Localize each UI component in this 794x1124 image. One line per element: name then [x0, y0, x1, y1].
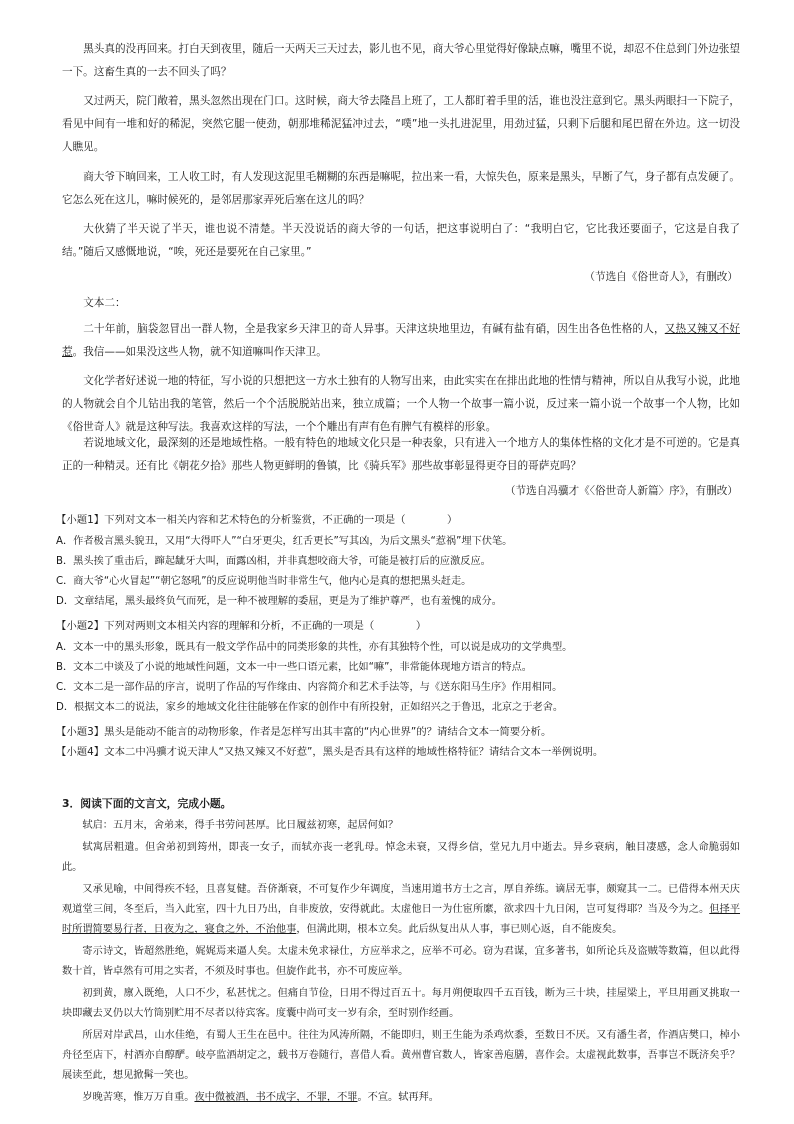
classical-p7-rest: 。不宣。轼再拜。: [357, 1092, 439, 1103]
text1-paragraph-4: 大伙猜了半天说了半天，谁也说不清楚。半天没说话的商大爷的一句话，把这事说明白了：“我明白它，它比我还要面子，它这是自我了结。”随后又感慨地说，“唉，死还是要死在自己家里。”: [62, 223, 740, 258]
question-2-option-b: B．文本二中谈及了小说的地域性问题，文本一中一些口语元素，比如“嘛”，非常能体现地方语言的特点。: [56, 662, 532, 673]
text1-source: （节选自《俗世奇人》，有删改）: [584, 271, 738, 283]
question-1-stem: 【小题1】下列对文本一相关内容和艺术特色的分析鉴赏，不正确的一项是（ ）: [56, 514, 458, 526]
text1-paragraph-2: 又过两天，院门敞着，黑头忽然出现在门口。这时候，商大爷去隆昌上班了，工人都盯着手里的活，谁也没注意到它。黑头两眼扫一下院子，看见中间有一堆和好的稀泥，突然它腿一使劲，朝那堆稀泥猛冲过去，“噗”地一头扎进泥里，用劲过猛，只剩下后腿和尾巴留在外边。这一切没人瞧见。: [62, 95, 740, 153]
question-2-option-c: C．文本二是一部作品的序言，说明了作品的写作缘由、内容简介和艺术手法等，与《送东阳马生序》作用相同。: [56, 682, 563, 693]
classical-paragraph-6: 所居对岸武昌，山水佳绝，有蜀人王生在邑中。往往为风涛所隔，不能即归，则王生能为杀鸡炊黍，至数日不厌。又有潘生者，作酒店樊口，棹小舟径至店下，村酒亦自醇酽。岐亭监酒胡定之，载书万卷随行，喜借人看。黄州曹官数人，皆家善庖膳，喜作会。太虚视此数事，吾事岂不既济矣乎？展读至此，想见掀髯一笑也。: [62, 1030, 740, 1081]
text1-paragraph-1: 黑头真的没再回来。打白天到夜里，随后一天两天三天过去，影儿也不见，商大爷心里觉得好像缺点嘛，嘴里不说，却忍不住总到门外边张望一下。这畜生真的一去不回头了吗？: [62, 43, 740, 78]
question-4: 【小题4】文本二中冯骥才说天津人“又热又辣又不好惹”，黑头是否具有这样的地域性格特征？请结合文本一举例说明。: [56, 746, 604, 758]
classical-paragraph-7: [62, 1088, 740, 1108]
underlined-sentence: 夜中微被酒，书不成字，不罪，不罪: [194, 1092, 358, 1103]
text2-heading: 文本二：: [83, 297, 126, 309]
classical-p7-main: 岁晚苦寒，惟万万自重。: [82, 1092, 195, 1103]
question-2-option-a: A．文本一中的黑头形象，既具有一般文学作品中的同类形象的共性，亦有其独特个性，可以说是成功的文学典型。: [56, 642, 573, 653]
text2-p1-main: 二十年前，脑袋忽冒出一群人物，全是我家乡天津卫的奇人异事。天津这块地里边，有碱有盐有硝，因生出各色性格的人，: [83, 323, 665, 335]
classical-paragraph-2: 轼寓居粗遣。但舍弟初到筠州，即丧一女子，而轼亦丧一老乳母。悼念未衰，又得乡信，堂兄九月中逝去。异乡衰病，触目凄感，念人命脆弱如此。: [62, 842, 740, 873]
classical-paragraph-1: 轼启：五月末，舍弟来，得手书劳问甚厚。比日履兹初寒，起居何如？: [82, 820, 399, 831]
text2-p1-rest: 。我信——如果没这些人物，就不知道嘛叫作天津卫。: [72, 346, 327, 358]
classical-paragraph-4: 寄示诗文，皆超然胜绝，娓娓焉来逼人矣。太虚未免求禄仕，方应举求之，应举不可必。窃为君谋，宜多著书，如所论兵及盗贼等数篇，但以此得数十首，皆卓然有可用之实者，不须及时事也。但旋作此书，亦不可废应举。: [62, 946, 740, 977]
classical-paragraph-5: 初到黄，廪入既绝，人口不少，私甚忧之。但痛自节俭，日用不得过百五十。每月朔便取四千五百钱，断为三十块，挂屋梁上，平旦用画叉挑取一块即藏去叉仍以大竹筒别贮用不尽者以待宾客。度囊中尚可支一岁有余，至时别作经画。: [62, 988, 740, 1019]
question-2-stem: 【小题2】下列对两则文本相关内容的理解和分析，不正确的一项是（ ）: [56, 620, 427, 632]
question-3: 【小题3】黑头是能动不能言的动物形象，作者是怎样写出其丰富的“内心世界”的？请结合文本一简要分析。: [56, 726, 552, 738]
text2-source: （节选自冯骥才《〈俗世奇人新篇〉序》，有删改）: [504, 485, 738, 497]
text2-paragraph-3: 若说地域文化，最深刻的还是地域性格。一般有特色的地域文化只是一种表象，只有进入一个地方人的集体性格的文化才是不可逆的。它是真正的一种精灵。还有比《朝花夕拾》那些人物更鲜明的鲁镇，比《骑兵军》那些故事彰显得更夺目的哥萨克吗？: [62, 437, 740, 472]
text2-paragraph-1: [62, 318, 740, 364]
underlined-sentence: 但择平时所谓简要易行者，日夜为之，寝食之外，不治他事: [62, 904, 741, 935]
section-3-heading: 3．阅读下面的文言文，完成小题。: [62, 797, 232, 810]
question-1-option-b: B．黑头挨了重击后，蹿起龇牙大叫，面露凶相，并非真想咬商大爷，可能是被打后的应激反应。: [56, 556, 491, 567]
question-1-option-a: A．作者极言黑头貌丑，又用“大得吓人”“白牙更尖，红舌更长”写其凶，为后文黑头“惹祸”埋下伏笔。: [56, 536, 513, 547]
classical-p3-rest: ，但满此期，根本立矣。此后纵复出从人事，事已则心返，自不能废矣。: [296, 924, 623, 935]
classical-p3-main: 又承见喻，中间得疾不轻，且喜复健。吾侪渐衰，不可复作少年调度，当速用道书方士之言，厚自养练。谪居无事，颇窥其一二。已借得本州天庆观道堂三间，冬至后，当入此室，四十九日乃出，自非废放，安得就此。太虚他日一为仕宦所縻，欲求四十九日闲，岂可复得耶？当及今为之。: [62, 884, 740, 915]
text2-paragraph-2: 文化学者好述说一地的特征，写小说的只想把这一方水土独有的人物写出来，由此实实在在排出此地的性情与精神，所以自从我写小说，此地的人物就会自个儿钻出我的笔管，然后一个个活脱脱站出来，独立成篇；一个人物一个故事一篇小说，反过来一篇小说一个故事一个人物，比如《俗世奇人》就是这种写法。我喜欢这样的写法，一个个雕出有声有色有脾气有模样的形象。: [62, 375, 740, 433]
question-1-option-d: D．文章结尾，黑头最终负气而死，是一种不被理解的委屈，更是为了维护尊严，也有羞愧的成分。: [56, 596, 502, 607]
text1-paragraph-3: 商大爷下晌回来，工人收工时，有人发现这泥里毛糊糊的东西是嘛呢，拉出来一看，大惊失色，原来是黑头，早断了气，身子都有点发硬了。它怎么死在这儿，嘛时候死的，是邻居那家弄死后塞在这儿的吗？: [62, 171, 740, 206]
question-2-option-d: D．根据文本二的说法，家乡的地域文化往往能够在作家的创作中有所投射，正如绍兴之于鲁迅，北京之于老舍。: [56, 702, 564, 713]
underlined-phrase: 又热又辣又不好惹: [62, 323, 740, 358]
classical-paragraph-3: [62, 880, 740, 940]
question-1-option-c: C．商大爷“心火冒起”“朝它怒吼”的反应说明他当时非常生气，他内心是真的想把黑头赶走。: [56, 576, 472, 587]
